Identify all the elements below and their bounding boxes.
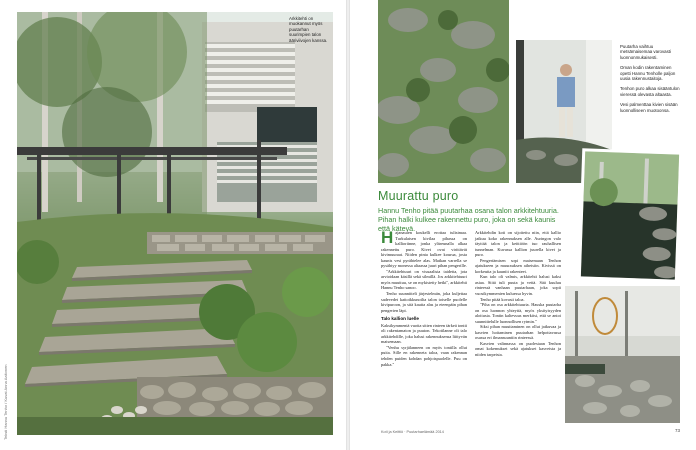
stone-stream-photo: [378, 0, 509, 183]
photo-captions-right: [620, 44, 680, 118]
article-headline: Muurattu puro: [378, 189, 459, 203]
body-paragraph: Kaksikymmentä vuotta sitten rinteen tärkeä tontti oli rakentamaton ja puuton. Tekotilanne oli talo arkkitehdille, joka halusi rakennuksensa liittyvän maisemaan.: [381, 322, 468, 345]
body-paragraph: Pengertämisen sopi maisemaan Tenhon ajatukseen ja muurauksen aiheisiin. Kivissä on korkeutta ja kauniit rakenteet.: [475, 257, 561, 274]
body-paragraph: Tenho pitää kovasti taloa.: [480, 296, 525, 302]
drop-cap: H: [381, 228, 394, 247]
photo-credit: Teksti Hannu Tenho / Kuvat Anna Aaltonen: [3, 364, 8, 440]
interior-pool-photo: [565, 286, 680, 423]
body-column-1: [381, 230, 467, 367]
body-paragraph: ajanaulen koukelli erottaa tulisimaa. Turkulaisen kivilaa pihassa on kallioriinne, jonka yläreunalla alkaa rakennettu puro. Kivet ovat virittävät kivimuuraat. Niiden pinta kulkee kourua, josta kaunis vesi pyrähtelee alas. Matkan varrella se pysähtyy monessa altaassa juuri pihan pengerille.: [381, 230, 467, 269]
magazine-footer: Koti ja Keittiö · Puutarhaelämää 2014: [381, 430, 444, 434]
photo-caption-left: Arkkitehti on muokannut myös puutarhan suurimpien talon ääriviivojen kanssa.: [289, 16, 328, 43]
subheading: Talo kallion luelle: [381, 316, 419, 322]
body-paragraph: Kun talo oli valmis, arkkitehti halusi kaksi asiaa. Siitä tuli puuta ja vettä. Sää kuuluu rinteessä vanhaan puutarhaan, joka sopii vuosikymmenien kuluessa hyvin.: [475, 274, 561, 297]
pond-photo: [578, 148, 683, 282]
caption-3: Tenhon puro alkaa sisääntulon vieressä olevasta altaasta.: [620, 86, 680, 97]
caption-2: Oman kodin rakentaminen opetti Hannu Tenholle paljon uusia rakennustaitoja.: [620, 65, 676, 82]
garden-house-photo: [17, 12, 333, 435]
page-gutter: [346, 0, 350, 450]
body-paragraph: "Arkkitehtuuri on visuaalista taidetta, jota arvioidaan käsillä sekä silmillä. Jos arkkitehtuuri myös muuttuu, se on mykistetty hetki", arkkitehti Hannu Tenho sanoo.: [381, 268, 467, 291]
caption-4: Vesi palmenttaa kivien sisään luonnolliseen muotoonsa.: [620, 102, 678, 113]
body-paragraph: "Venhu syrjälanneen on myös tontilla ollut puita. Sille en rakenneta taloa, vaan rakennan tehden puiden kohdan pohjoispuolelle. Puu on pakka.": [381, 344, 467, 367]
page-number: 73: [675, 428, 681, 433]
body-paragraph: Tenho suunnitteli järjestelmän, joka kuljettaa sadevedet kattoikkunoilta talon toiselle puolelle kivipuroon, ja sitä kautta alas ja eteenpäin pihan pengerien läpi.: [381, 291, 467, 313]
body-paragraph: Arkkitehdin koti on sijoitettu niin, että kallio jatkuu koko rakennuksen alle. Auringon valo täyttää talon ja keittiöön tuo rauhallisen tunnelman. Kuvassa kallion juurella kivet ja puro.: [475, 230, 561, 258]
caption-1: Puutarha vaihtuu metsämaisemaa varovasti luonnonmukaisesti.: [620, 44, 671, 60]
body-paragraph: "Piha on osa arkkitehtuuria. Hauska puutarha on osa luonnon yhteyttä, myös yksityisyyden aloitusta. Tontin kaltevuus merkitsi, että se antoi suunnittelulle luonnollisen rytmin.": [475, 302, 561, 324]
article-lede: Hannu Tenho pitää puutarhaa osana talon arkkitehtuuria. Pihan halki kulkee rakennettu puro, joka on sekä kaunis että kätevä.: [378, 206, 559, 234]
body-paragraph: Kasvien valinnassa on puolestaan Tenhon omat kokemukset sekä ajatukset kasveista ja niiden tarpeista.: [475, 340, 561, 358]
body-paragraph: Siksi pihan muuttaminen on ollut jatkuvaa ja kasvien hoitaminen puutarhan helpottavassa osassa eri ilmansuuntiin rinteessä.: [475, 324, 561, 341]
body-column-2: [475, 230, 561, 358]
